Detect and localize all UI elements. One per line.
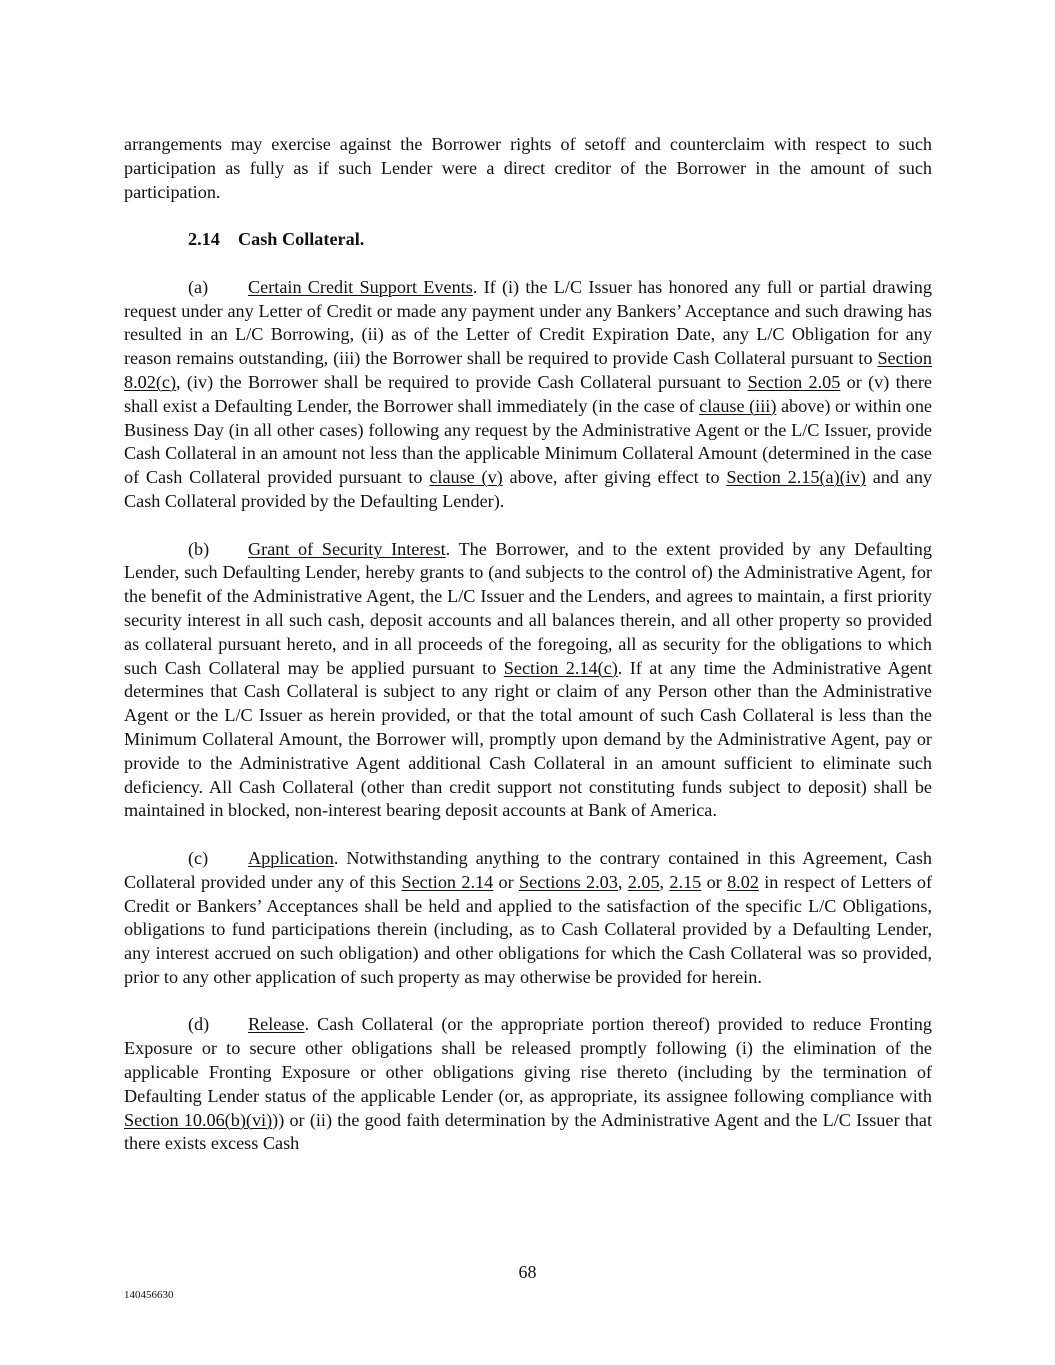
paragraph-label: (a)	[188, 276, 209, 297]
paragraph-text: or	[493, 871, 520, 892]
cross-reference: 2.05	[627, 871, 660, 892]
paragraph-label: (c)	[188, 847, 209, 868]
paragraph-b	[124, 538, 932, 824]
section-title: Cash Collateral.	[238, 229, 365, 250]
cross-reference: Section 10.06(b)(vi)	[124, 1109, 273, 1130]
paragraph-label: (b)	[188, 538, 210, 559]
paragraph-caption: Release	[248, 1014, 305, 1035]
paragraph-a	[124, 276, 932, 514]
paragraph-text: in respect of Letters of Credit or Bankers’ Acceptances shall be held and applied to the satisfaction of the specific L/C Obligations, obligations to fund participations therein (including, as to Cash Collateral provided by a Defaulting Lender, any interest accrued on such obligation) and other obligations for which the Cash Collateral was so provided, prior to any other application of such property as may otherwise be provided for herein.	[124, 871, 933, 987]
paragraph-text: . Cash Collateral (or the appropriate portion thereof) provided to reduce Fronting Exposure or to secure other obligations shall be released promptly following (i) the elimination of the applicable Fronting Exposure or other obligations giving rise thereto (including by the termination of Defaulting Lender status of the applicable Lender (or, as appropriate, its assignee following compliance with	[124, 1014, 932, 1106]
cross-reference: 2.15	[669, 871, 702, 892]
cross-reference: clause (iii)	[699, 395, 777, 416]
paragraph-text: ,	[659, 871, 670, 892]
section-number: 2.14	[188, 229, 220, 250]
paragraph-c	[124, 847, 932, 990]
paragraph-text: . If at any time the Administrative Agent determines that Cash Collateral is subject to any right or claim of any Person other than the Administrative Agent or the L/C Issuer as herein provided, or that the total amount of such Cash Collateral is less than the Minimum Collateral Amount, the Borrower will, promptly upon demand by the Administrative Agent, pay or provide to the Administrative Agent additional Cash Collateral in an amount sufficient to eliminate such deficiency. All Cash Collateral (other than credit support not constituting funds subject to deposit) shall be maintained in blocked, non-interest bearing deposit accounts at Bank of America.	[124, 657, 932, 821]
paragraph-d	[124, 1013, 932, 1156]
paragraph-text: )) or (ii) the good faith determination by the Administrative Agent and the L/C Issuer that there exists excess Cash	[124, 1109, 932, 1154]
cross-reference: Section 2.14(c)	[503, 657, 618, 678]
document-id: 140456630	[124, 1289, 174, 1301]
paragraph-text: or (v) there shall exist a Defaulting Lender, the Borrower shall immediately (in the case of	[124, 371, 932, 416]
cross-reference: Section 2.15(a)(iv)	[726, 467, 866, 488]
intro-paragraph: arrangements may exercise against the Borrower rights of setoff and counterclaim with respect to such participation as fully as if such Lender were a direct creditor of the Borrower in the amount of such participation.	[124, 134, 932, 202]
paragraph-caption: Grant of Security Interest	[248, 538, 446, 559]
cross-reference: Section 8.02(c)	[124, 348, 932, 392]
cross-reference: 8.02	[727, 871, 759, 892]
document-page	[124, 133, 932, 1180]
page-number: 68	[518, 1262, 537, 1282]
paragraph-text: . The Borrower, and to the extent provided by any Defaulting Lender, such Defaulting Lender, hereby grants to (and subjects to the control of) the Administrative Agent, for the benefit of the Administrative Agent, the L/C Issuer and the Lenders, and agrees to maintain, a first priority security interest in all such cash, deposit accounts and all balances therein, and all other property so provided as collateral pursuant hereto, and in all proceeds of the foregoing, all as security for the obligations to which such Cash Collateral may be applied pursuant to	[124, 538, 932, 678]
paragraph-text: and any Cash Collateral provided by the Defaulting Lender).	[124, 467, 933, 511]
cross-reference: Section 2.14	[401, 871, 494, 892]
cross-reference: Sections 2.03	[519, 871, 618, 892]
paragraph-text: or	[701, 871, 728, 892]
paragraph-text: , (iv) the Borrower shall be required to provide Cash Collateral pursuant to	[176, 371, 748, 392]
paragraph-text: . Notwithstanding anything to the contrary contained in this Agreement, Cash Collateral provided under any of this	[124, 847, 932, 892]
paragraph-caption: Application	[248, 847, 334, 868]
cross-reference: Section 2.05	[747, 371, 841, 392]
paragraph-text: . If (i) the L/C Issuer has honored any full or partial drawing request under any Letter of Credit or made any payment under any Bankers’ Acceptance and such drawing has resulted in an L/C Borrowing, (ii) as of the Letter of Credit Expiration Date, any L/C Obligation for any reason remains outstanding, (iii) the Borrower shall be required to provide Cash Collateral pursuant to	[124, 276, 932, 369]
paragraph-text: ,	[617, 871, 628, 892]
paragraph-caption: Certain Credit Support Events	[248, 276, 473, 297]
paragraph-text: above, after giving effect to	[502, 467, 727, 488]
paragraph-label: (d)	[188, 1014, 210, 1035]
section-heading	[124, 228, 932, 252]
cross-reference: clause (v)	[429, 467, 503, 488]
paragraph-text: above) or within one Business Day (in all other cases) following any request by the Administrative Agent or the L/C Issuer, provide Cash Collateral in an amount not less than the applicable Minimum Collateral Amount (determined in the case of Cash Collateral provided pursuant to	[124, 395, 932, 488]
